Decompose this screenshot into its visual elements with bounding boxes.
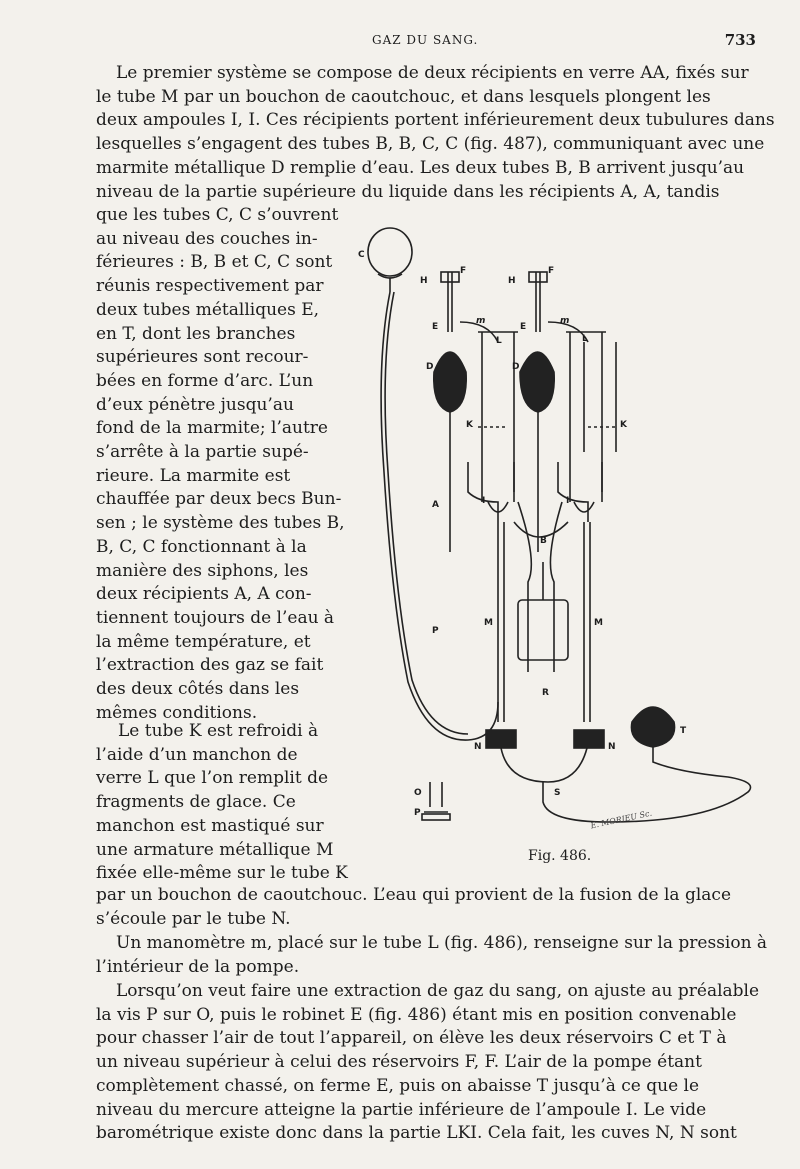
text-line: un niveau supérieur à celui des réservoirs F, F. L’air de la pompe étant	[96, 1052, 702, 1073]
figure-label: I	[482, 496, 486, 506]
running-head	[0, 33, 800, 53]
paragraph-column	[96, 204, 345, 725]
text-line: complètement chassé, on ferme E, puis on abaisse T jusqu’à ce que le	[96, 1075, 700, 1096]
figure-label: C	[358, 250, 365, 260]
figure-label: P	[414, 808, 421, 818]
paragraph-tube-k	[96, 720, 348, 886]
figure-486	[348, 222, 760, 862]
text-line: deux ampoules I, I. Ces récipients portent inférieurement deux tubulures dans	[96, 110, 775, 131]
figure-label: F	[548, 266, 555, 276]
figure-label: D	[512, 362, 520, 372]
figure-label: E	[432, 322, 439, 332]
text-line: Le premier système se compose de deux récipients en verre AA, fixés sur	[116, 63, 749, 83]
text-line: chauffée par deux becs Bun-	[96, 489, 342, 510]
figure-label: T	[680, 726, 687, 736]
page-number: 733	[724, 31, 756, 49]
text-line: une armature métallique M	[96, 839, 334, 860]
figure-label: B	[540, 536, 547, 546]
text-line: lesquelles s’engagent des tubes B, B, C, C (fig. 487), communiquant avec une	[96, 134, 765, 155]
text-line: Un manomètre m, placé sur le tube L (fig. 486), renseigne sur la pression à	[116, 933, 768, 953]
text-line: réunis respectivement par	[96, 276, 324, 297]
figure-label: A	[432, 500, 439, 510]
text-line: d’eux pénètre jusqu’au	[96, 394, 294, 415]
figure-label: m	[560, 316, 570, 326]
figure-label: H	[420, 276, 428, 286]
text-line: supérieures sont recour-	[96, 347, 309, 368]
text-line: niveau de la partie supérieure du liquide dans les récipients A, A, tandis	[96, 181, 720, 202]
text-line: mêmes conditions.	[96, 702, 258, 723]
engraver-signature: E. MORIEU Sc.	[589, 808, 653, 831]
figure-label: D	[426, 362, 434, 372]
text-line: pour chasser l’air de tout l’appareil, on élève les deux réservoirs C et T à	[96, 1028, 727, 1049]
text-line: la vis P sur O, puis le robinet E (fig. 486) étant mis en position convenable	[96, 1004, 737, 1025]
figure-label: m	[476, 316, 486, 326]
text-line: manchon est mastiqué sur	[96, 815, 324, 836]
text-line: marmite métallique D remplie d’eau. Les deux tubes B, B arrivent jusqu’au	[96, 157, 745, 178]
text-line: s’écoule par le tube N.	[96, 908, 291, 929]
figure-label: L	[582, 334, 588, 344]
text-line: verre L que l’on remplit de	[96, 768, 329, 789]
figure-caption: Fig. 486.	[528, 848, 592, 864]
text-line: l’aide d’un manchon de	[96, 744, 298, 765]
figure-label: N	[608, 742, 616, 752]
text-line: deux récipients A, A con-	[96, 584, 312, 605]
text-line: fond de la marmite; l’autre	[96, 418, 328, 439]
text-line: rieure. La marmite est	[96, 465, 291, 486]
text-line: s’arrête à la partie supé-	[96, 442, 309, 463]
text-line: fixée elle-même sur le tube K	[96, 863, 348, 884]
text-line: des deux côtés dans les	[96, 679, 300, 700]
paragraph-manometre	[96, 932, 766, 979]
figure-label: F	[460, 266, 467, 276]
text-line: barométrique existe donc dans la partie LKI. Cela fait, les cuves N, N sont	[96, 1123, 737, 1144]
figure-label: P	[432, 626, 439, 636]
text-line: la même température, et	[96, 631, 311, 652]
text-line: bées en forme d’arc. L’un	[96, 370, 314, 391]
running-title: GAZ DU SANG.	[372, 33, 479, 47]
figure-label: M	[484, 618, 493, 628]
text-line: que les tubes C, C s’ouvrent	[96, 205, 339, 225]
text-line: en T, dont les branches	[96, 323, 296, 344]
text-line: fragments de glace. Ce	[96, 792, 296, 813]
apparatus-illustration	[348, 222, 760, 862]
figure-label: L	[496, 336, 502, 346]
figure-label: E	[520, 322, 527, 332]
figure-label: K	[620, 420, 627, 430]
figure-label: M	[594, 618, 603, 628]
figure-label: R	[542, 688, 549, 698]
text-line: sen ; le système des tubes B,	[96, 513, 345, 534]
figure-label: S	[554, 788, 561, 798]
text-line: Lorsqu’on veut faire une extraction de gaz du sang, on ajuste au préalable	[116, 981, 760, 1001]
text-line: l’intérieur de la pompe.	[96, 956, 300, 977]
text-line: le tube M par un bouchon de caoutchouc, et dans lesquels plongent les	[96, 86, 711, 107]
text-line: au niveau des couches in-	[96, 228, 318, 249]
text-line: l’extraction des gaz se fait	[96, 655, 324, 676]
paragraph-intro	[96, 62, 786, 204]
text-line: par un bouchon de caoutchouc. L’eau qui provient de la fusion de la glace	[96, 885, 732, 905]
figure-label: H	[508, 276, 516, 286]
text-line: tiennent toujours de l’eau à	[96, 607, 335, 628]
text-line: deux tubes métalliques E,	[96, 299, 320, 320]
text-line: niveau du mercure atteigne la partie inférieure de l’ampoule I. Le vide	[96, 1099, 707, 1120]
text-line: férieures : B, B et C, C sont	[96, 252, 333, 273]
paragraph-continuation	[96, 884, 766, 931]
text-line: manière des siphons, les	[96, 560, 309, 581]
text-line: B, C, C fonctionnant à la	[96, 536, 307, 557]
figure-label: I	[566, 496, 570, 506]
figure-label: O	[414, 788, 422, 798]
paragraph-extraction	[96, 980, 766, 1146]
figure-label: N	[474, 742, 482, 752]
text-line: Le tube K est refroidi à	[118, 721, 319, 741]
figure-label: K	[466, 420, 473, 430]
